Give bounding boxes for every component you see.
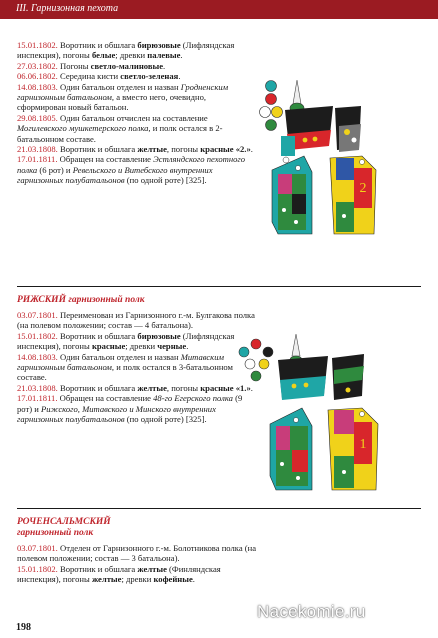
uniform-cuffs-illustration-2 — [236, 330, 368, 410]
shoulder-strap-left — [270, 408, 312, 490]
entry-text: . — [250, 382, 253, 393]
entry-text: Один батальон отделен и назван — [59, 351, 181, 362]
sleeve-cuff-right — [335, 106, 361, 152]
chronology-entry — [17, 393, 257, 424]
entry-text: . — [250, 144, 253, 155]
section-divider — [17, 508, 421, 509]
page-header — [0, 0, 438, 19]
entry-date: 14.08.1803. — [17, 351, 58, 362]
entry-text: Отделен от Гарнизонного г.-м. Болотникова полка (на полевом положении; состав — 3 батальона). — [17, 543, 257, 564]
emphasis-italic: Гродненским гарнизонным батальоном — [17, 81, 229, 103]
chronology-entry — [17, 40, 257, 61]
entry-text: . — [163, 60, 166, 71]
emphasis-italic: Эстляндского пехотного полка — [17, 154, 246, 175]
entry-text: Воротник и обшлага — [59, 144, 138, 155]
emphasis-bold: желтые — [91, 574, 122, 585]
entry-text: . — [178, 71, 181, 82]
shoulder-straps-illustration-2 — [264, 404, 386, 496]
chronology-entry — [17, 543, 257, 564]
emphasis-bold: красные «1.» — [200, 382, 251, 393]
chronology-entry — [17, 310, 257, 331]
emphasis-bold: черные — [157, 341, 187, 352]
entry-date: 17.01.1811. — [17, 393, 58, 404]
shoulder-strap-right — [330, 156, 376, 234]
shoulder-strap-number: 2 — [359, 181, 367, 196]
entry-text: , и полк остался в 2-батальонном составе. — [17, 123, 223, 144]
entry-date: 14.08.1803. — [17, 81, 58, 92]
page-number: 198 — [16, 622, 31, 633]
color-swatch-circles — [239, 339, 273, 381]
entry-text: . — [192, 574, 195, 585]
entry-text: , погоны — [166, 144, 201, 155]
entry-text: . — [180, 50, 183, 61]
emphasis-bold: желтые — [137, 382, 167, 393]
emphasis-italic: 48-го Егерского полка — [153, 393, 233, 404]
entry-text: , и полк остался в 3-батальонном составе. — [17, 362, 233, 383]
emphasis-bold: светло-зеленая — [120, 71, 179, 82]
shoulder-straps-illustration-1 — [268, 152, 384, 240]
entry-date: 03.07.1801. — [17, 310, 58, 320]
entry-text: Один батальон отчислен на составление — [59, 112, 208, 123]
shoulder-strap-right — [328, 408, 378, 490]
shoulder-strap-number: 1 — [359, 437, 367, 452]
entry-text: ; древки — [115, 50, 148, 61]
entry-text: Воротник и обшлага — [59, 40, 138, 50]
chronology-entry — [17, 82, 257, 113]
emphasis-bold: кофейные — [153, 574, 193, 585]
chronology-entry — [17, 71, 257, 81]
color-swatch-circles — [260, 81, 283, 131]
chronology-entry — [17, 144, 257, 154]
entry-text: Воротник и обшлага — [59, 330, 138, 341]
emphasis-bold: палевые — [147, 50, 181, 61]
section2-title: РИЖСКИЙ гарнизонный полк — [17, 295, 145, 305]
emphasis-bold: светло-малиновые — [90, 60, 164, 71]
entry-date: 21.03.1808. — [17, 382, 58, 393]
entry-text: (по одной роте) [325]. — [124, 175, 207, 186]
entry-text: Обращен на составление — [59, 393, 154, 404]
shoulder-strap-left — [272, 156, 312, 234]
entry-text: Воротник и обшлага — [59, 382, 138, 393]
chronology-entry — [17, 352, 257, 383]
entry-text: Воротник и обшлага — [59, 563, 138, 574]
entry-text: (Лифляндская инспекция), погоны — [17, 330, 235, 352]
entry-text: ; древки — [121, 574, 154, 585]
sleeve-cuff-right — [332, 354, 364, 400]
entry-text: (Лифляндская инспекция), погоны — [17, 40, 235, 61]
chronology-entry — [17, 383, 257, 393]
entry-text: Погоны — [59, 60, 91, 71]
section3-title-line2: гарнизонный полк — [17, 528, 94, 538]
sleeve-cuff-left — [278, 356, 328, 400]
entry-text: ; древки — [125, 341, 158, 352]
entry-date: 15.01.1802. — [17, 40, 58, 50]
entry-text: (по одной роте) [325]. — [124, 414, 207, 425]
entry-date: 27.03.1802. — [17, 60, 58, 71]
section-divider — [17, 286, 421, 287]
entry-text: (9 рот) и — [17, 393, 243, 414]
entry-date: 21.03.1808. — [17, 144, 58, 155]
section3-title-line1: РОЧЕНСАЛЬМСКИЙ — [17, 517, 111, 527]
entry-date: 06.06.1802. — [17, 71, 58, 82]
entry-date: 15.01.1802. — [17, 330, 58, 341]
entry-text: Обращен на составление — [59, 154, 154, 165]
emphasis-bold: красные «2.» — [200, 144, 251, 155]
header-title: III. Гарнизонная пехота — [16, 3, 119, 14]
section3-entries — [17, 543, 257, 585]
section1-entries — [17, 40, 257, 186]
emphasis-italic: Ревельского и Витебского внутренних гарнизонных полубатальонов — [17, 164, 213, 186]
entry-text: Один батальон отделен и назван — [59, 81, 181, 92]
emphasis-bold: бирюзовые — [137, 40, 181, 50]
chronology-entry — [17, 564, 257, 585]
entry-date: 15.01.1802. — [17, 563, 58, 574]
chronology-entry — [17, 113, 257, 144]
emphasis-italic: Митавским гарнизонным батальоном — [17, 351, 224, 373]
entry-text: (Финляндская инспекция), погоны — [17, 563, 221, 585]
emphasis-italic: Могилевского мушкетерского полка — [17, 123, 149, 134]
entry-text: , погоны — [166, 382, 201, 393]
emphasis-bold: бирюзовые — [137, 330, 181, 341]
section2-entries — [17, 310, 257, 424]
entry-date: 17.01.1811. — [17, 154, 58, 165]
entry-date: 03.07.1801. — [17, 543, 58, 553]
emphasis-bold: желтые — [137, 144, 167, 155]
entry-text: Переименован из Гарнизонного г.-м. Булгакова полка (на полевом положении; состав — 4 батальона). — [17, 310, 255, 331]
emphasis-italic: Рижского, Митавского и Минского внутренних гарнизонных полубатальонов — [17, 403, 216, 425]
entry-text: (6 рот) и — [37, 164, 73, 175]
entry-text: . — [186, 341, 189, 352]
emphasis-bold: красные — [91, 341, 126, 352]
entry-date: 29.08.1805. — [17, 112, 58, 123]
chronology-entry — [17, 331, 257, 352]
chronology-entry — [17, 61, 257, 71]
entry-text: , а вместо него, очевидно, сформирован новый батальон. — [17, 92, 207, 113]
chronology-entry — [17, 154, 257, 185]
entry-text: Середина кисти — [59, 71, 121, 82]
emphasis-bold: желтые — [137, 563, 167, 574]
emphasis-bold: белые — [91, 50, 116, 61]
watermark: Nacekomie.ru — [257, 602, 366, 621]
